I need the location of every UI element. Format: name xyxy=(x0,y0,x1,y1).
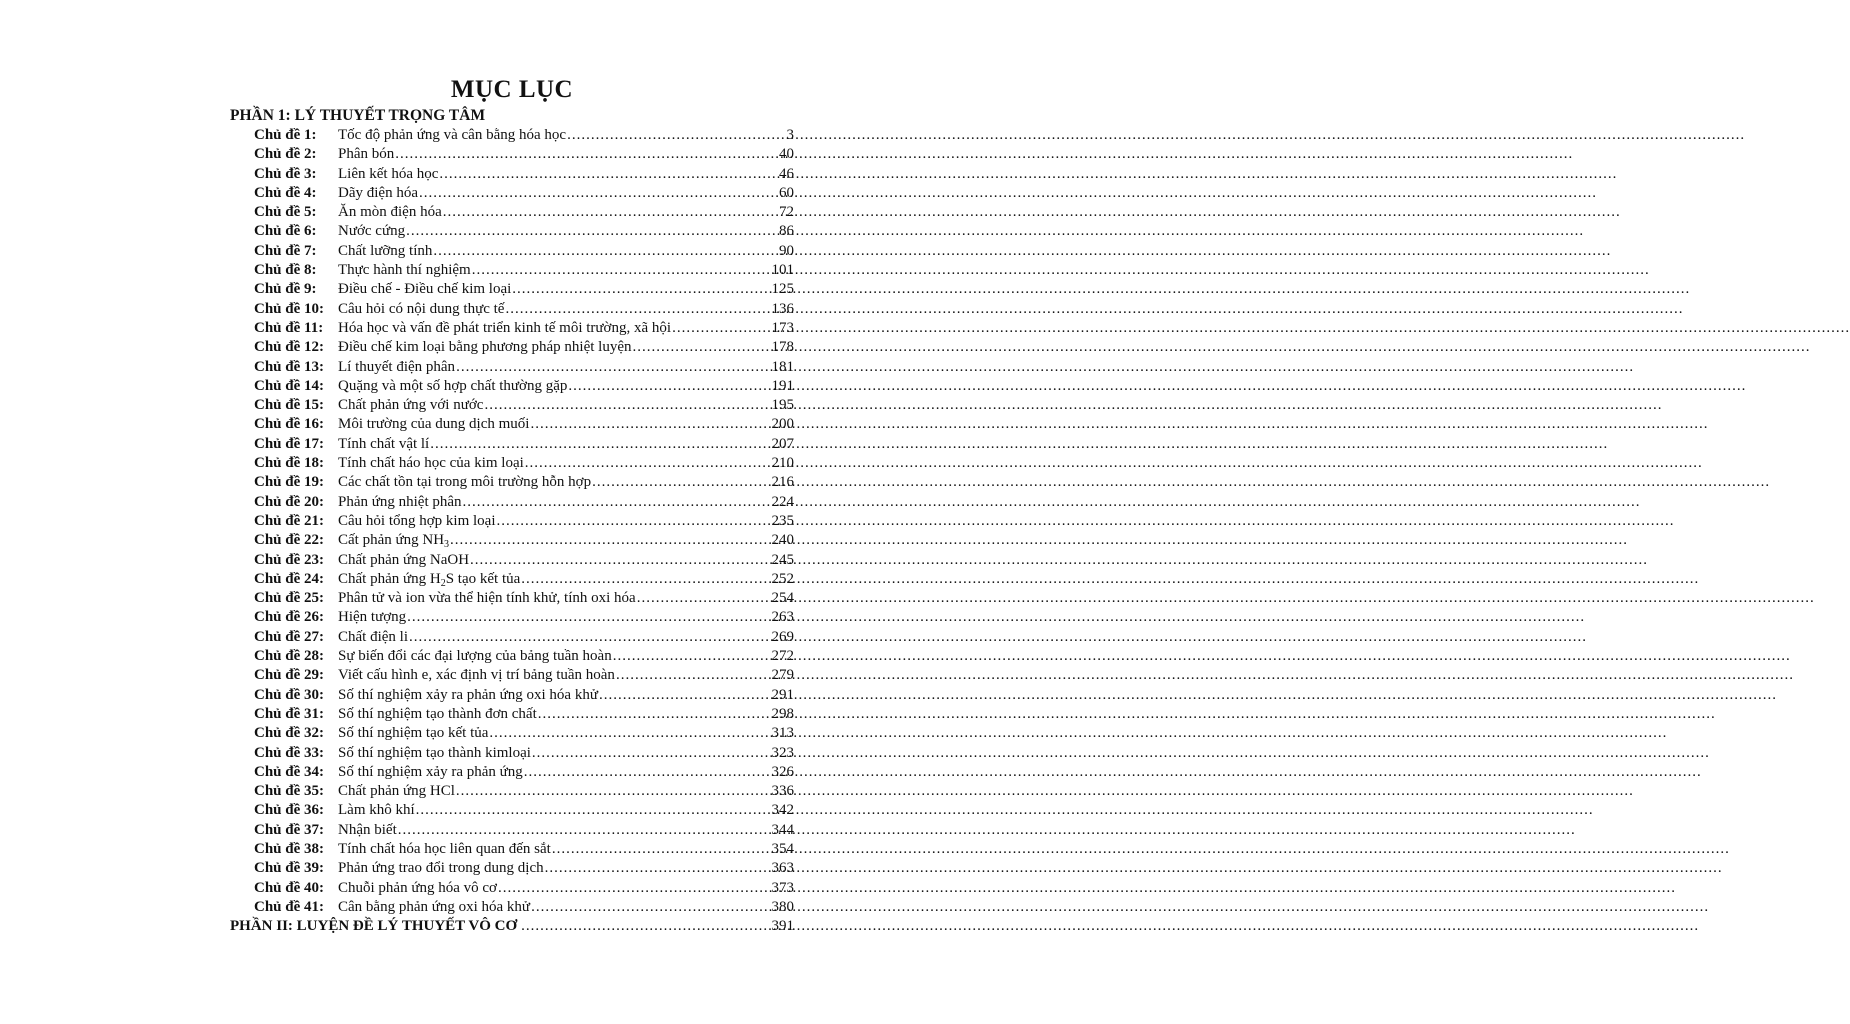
toc-entry[interactable] xyxy=(254,898,794,917)
toc-entry[interactable] xyxy=(254,531,794,550)
toc-entry-title xyxy=(338,261,471,280)
dot-leader xyxy=(538,705,771,724)
toc-entry-page-number: 90 xyxy=(779,242,794,259)
toc-entry-title-text: Phân bón xyxy=(338,146,395,163)
toc-entry-title-text: Tính chất hóa học liên quan đến sắt xyxy=(338,840,551,857)
dot-leader xyxy=(419,184,778,203)
toc-entry-label: Chủ đề 41: xyxy=(254,898,325,915)
chemical-subscript: 2 xyxy=(440,577,446,589)
toc-entry[interactable] xyxy=(254,222,794,241)
toc-entry-title-text: Chuỗi phản ứng hóa vô cơ xyxy=(338,879,497,896)
part-2-page-number: 391 xyxy=(771,918,794,934)
toc-entry[interactable] xyxy=(254,840,794,859)
toc-entry-label: Chủ đề 6: xyxy=(254,223,317,240)
dot-leader xyxy=(484,396,770,415)
toc-entry-label: Chủ đề 17: xyxy=(254,435,325,452)
toc-entry-title xyxy=(338,589,636,608)
toc-entry-title-text: Tốc độ phản ứng và cân bằng hóa học xyxy=(338,127,567,143)
toc-entry[interactable] xyxy=(254,589,794,608)
toc-entry-page-number: 207 xyxy=(771,435,794,452)
toc-entry-page-number: 336 xyxy=(771,783,794,800)
toc-entry-label: Chủ đề 5: xyxy=(254,204,317,221)
toc-entry-page-number: 173 xyxy=(771,319,794,336)
toc-entry[interactable] xyxy=(254,570,794,589)
toc-entry-page-number: 326 xyxy=(771,763,794,780)
dot-leader xyxy=(456,782,771,801)
dot-leader xyxy=(463,493,771,512)
chemical-subscript: 3 xyxy=(444,539,450,551)
dot-leader xyxy=(616,666,771,685)
toc-entry-label: Chủ đề 18: xyxy=(254,455,325,472)
toc-entry-page-number: 313 xyxy=(771,725,794,742)
toc-entry[interactable] xyxy=(254,165,794,184)
dot-leader xyxy=(525,454,771,473)
toc-entry-label: Chủ đề 34: xyxy=(254,763,325,780)
toc-entry-title-text: Số thí nghiệm xảy ra phản ứng xyxy=(338,763,523,780)
toc-entry[interactable] xyxy=(254,358,794,377)
toc-entry-title-text: Ăn mòn điện hóa xyxy=(338,204,442,221)
toc-entry-title xyxy=(338,879,497,898)
toc-entry-label: Chủ đề 8: xyxy=(254,262,317,279)
toc-entry-title xyxy=(338,531,449,550)
toc-entry-page-number: 224 xyxy=(771,493,794,510)
toc-entry[interactable] xyxy=(254,145,794,164)
toc-entry-page-number: 272 xyxy=(771,648,794,665)
toc-entry-title xyxy=(338,859,544,878)
dot-leader xyxy=(439,165,778,184)
toc-entry-title xyxy=(338,377,567,396)
toc-entry[interactable] xyxy=(254,415,794,434)
toc-entry-label: Chủ đề 37: xyxy=(254,821,325,838)
toc-entry-title-suffix: S tạo kết tủa xyxy=(445,570,521,587)
toc-entry-page-number: 191 xyxy=(771,377,794,394)
dot-leader xyxy=(613,647,771,666)
toc-entry-title xyxy=(338,898,530,917)
toc-entry-title xyxy=(338,647,612,666)
toc-entry[interactable] xyxy=(254,724,794,743)
toc-entry-label: Chủ đề 29: xyxy=(254,667,325,684)
toc-entry-title-text: Chất phản ứng với nước xyxy=(338,397,484,414)
toc-entry[interactable] xyxy=(254,435,794,454)
toc-entry[interactable] xyxy=(254,782,794,801)
dot-leader xyxy=(409,628,771,647)
toc-entry-label: Chủ đề 4: xyxy=(254,184,317,201)
dot-leader xyxy=(521,917,770,936)
toc-entry-page-number: 298 xyxy=(771,705,794,722)
toc-entry-label: Chủ đề 16: xyxy=(254,416,325,433)
dot-leader xyxy=(489,724,770,743)
toc-entry[interactable] xyxy=(254,512,794,531)
toc-entry-title xyxy=(338,473,591,492)
toc-entry[interactable] xyxy=(254,744,794,763)
toc-entry-title xyxy=(338,165,438,184)
dot-leader xyxy=(433,242,778,261)
dot-leader xyxy=(416,801,771,820)
dot-leader xyxy=(505,300,770,319)
toc-entry-title xyxy=(338,686,598,705)
dot-leader xyxy=(398,821,771,840)
toc-entry-label: Chủ đề 11: xyxy=(254,319,324,336)
toc-entry[interactable] xyxy=(254,261,794,280)
toc-entry-page-number: 181 xyxy=(771,358,794,375)
dot-leader xyxy=(456,358,770,377)
toc-entry-title-text: Tính chất háo học của kim loại xyxy=(338,455,524,472)
toc-entry-label: Chủ đề 13: xyxy=(254,358,325,375)
toc-entry-page-number: 279 xyxy=(771,667,794,684)
toc-entry-label: Chủ đề 21: xyxy=(254,512,325,529)
toc-entry-title-text: Chất phản ứng NaOH xyxy=(338,551,470,568)
toc-entry[interactable] xyxy=(254,184,794,203)
toc-entry-title xyxy=(338,415,529,434)
toc-entry-title-text: Phân tử và ion vừa thể hiện tính khử, tính oxi hóa xyxy=(338,590,636,607)
toc-entry-title-text: Lí thuyết điện phân xyxy=(338,358,456,375)
dot-leader xyxy=(430,435,770,454)
toc-entry[interactable] xyxy=(254,203,794,222)
dot-leader xyxy=(532,744,771,763)
toc-entry-title xyxy=(338,724,488,743)
toc-entry[interactable] xyxy=(254,628,794,647)
toc-entry-label: Chủ đề 9: xyxy=(254,281,317,298)
toc-entry-title-text: Chất điện li xyxy=(338,628,408,645)
toc-entry-title xyxy=(338,821,397,840)
toc-entry-title xyxy=(338,358,455,377)
toc-entry-title xyxy=(338,705,537,724)
toc-entry-page-number: 136 xyxy=(771,300,794,317)
toc-entry-page-number: 3 xyxy=(786,127,794,143)
toc-entry[interactable] xyxy=(254,473,794,492)
toc-entry-page-number: 195 xyxy=(771,397,794,414)
toc-entry-title xyxy=(338,222,405,241)
toc-entry-title-text: Chất phản ứng H xyxy=(338,570,441,587)
toc-entry-page-number: 210 xyxy=(771,455,794,472)
toc-entry-title xyxy=(338,628,408,647)
dot-leader xyxy=(637,589,771,608)
toc-entry-title-text: Môi trường của dung dịch muối xyxy=(338,416,530,433)
dot-leader xyxy=(599,686,771,705)
toc-entry-title-text: Cân bằng phản ứng oxi hóa khử xyxy=(338,898,531,915)
toc-entry-title xyxy=(338,319,671,338)
toc-entry-title-text: Số thí nghiệm tạo thành đơn chất xyxy=(338,705,537,722)
toc-entry-title xyxy=(338,338,632,357)
toc-entry-page-number: 245 xyxy=(771,551,794,568)
table-of-contents xyxy=(254,126,794,917)
toc-entry-title xyxy=(338,608,406,627)
toc-entry-label: Chủ đề 15: xyxy=(254,397,325,414)
dot-leader xyxy=(395,145,778,164)
dot-leader xyxy=(521,570,770,589)
toc-entry-label: Chủ đề 19: xyxy=(254,474,325,491)
toc-entry[interactable] xyxy=(254,396,794,415)
toc-entry-page-number: 46 xyxy=(779,165,794,182)
toc-entry[interactable] xyxy=(254,280,794,299)
toc-entry-label: Chủ đề 25: xyxy=(254,590,325,607)
toc-entry-title-text: Quặng và một số hợp chất thường gặp xyxy=(338,377,568,394)
dot-leader xyxy=(672,319,770,338)
toc-entry[interactable] xyxy=(254,821,794,840)
toc-entry[interactable] xyxy=(254,801,794,820)
toc-entry[interactable] xyxy=(254,608,794,627)
toc-entry-label: Chủ đề 27: xyxy=(254,628,325,645)
toc-entry-page-number: 200 xyxy=(771,416,794,433)
toc-entry[interactable] xyxy=(254,242,794,261)
toc-entry-title-text: Liên kết hóa học xyxy=(338,165,439,182)
toc-entry-page-number: 269 xyxy=(771,628,794,645)
toc-entry-title-text: Viết cấu hình e, xác định vị trí bảng tuần hoàn xyxy=(338,667,615,684)
toc-entry-title xyxy=(338,801,415,820)
toc-entry-title xyxy=(338,184,418,203)
toc-entry-title xyxy=(338,840,551,859)
toc-entry[interactable] xyxy=(254,666,794,685)
toc-entry-title-text: Thực hành thí nghiệm xyxy=(338,262,471,279)
toc-entry-page-number: 235 xyxy=(771,512,794,529)
dot-leader xyxy=(497,512,771,531)
toc-entry-title xyxy=(338,242,432,261)
toc-entry-title-text: Số thí nghiệm tạo thành kimloại xyxy=(338,744,531,761)
dot-leader xyxy=(512,280,770,299)
toc-entry-title-text: Hóa học và vấn đề phát triển kinh tế môi trường, xã hội xyxy=(338,319,672,336)
dot-leader xyxy=(470,551,770,570)
toc-entry-page-number: 216 xyxy=(771,474,794,491)
toc-entry[interactable] xyxy=(254,647,794,666)
toc-entry[interactable] xyxy=(254,338,794,357)
toc-entry-title xyxy=(338,435,429,454)
toc-entry-title xyxy=(338,512,496,531)
toc-entry-page-number: 252 xyxy=(771,570,794,587)
toc-entry-page-number: 342 xyxy=(771,802,794,819)
toc-entry-title xyxy=(338,570,520,589)
toc-entry-page-number: 40 xyxy=(779,146,794,163)
toc-entry-title xyxy=(338,551,469,570)
toc-entry[interactable] xyxy=(254,686,794,705)
dot-leader xyxy=(498,879,771,898)
toc-entry[interactable] xyxy=(254,319,794,338)
toc-entry-label: Chủ đề 36: xyxy=(254,802,325,819)
dot-leader xyxy=(568,377,770,396)
toc-entry-title-text: Số thí nghiệm xảy ra phản ứng oxi hóa khử xyxy=(338,686,598,703)
toc-entry-title-text: Phản ứng nhiệt phân xyxy=(338,493,462,510)
dot-leader xyxy=(545,859,771,878)
part-1-heading: PHẦN 1: LÝ THUYẾT TRỌNG TÂM xyxy=(230,107,486,124)
toc-entry-label: Chủ đề 33: xyxy=(254,744,325,761)
toc-entry-label: Chủ đề 14: xyxy=(254,377,325,394)
page-title: MỤC LỤC xyxy=(450,76,574,103)
dot-leader xyxy=(633,338,771,357)
toc-entry[interactable] xyxy=(254,300,794,319)
toc-entry-label: Chủ đề 20: xyxy=(254,493,325,510)
part-2-heading: PHẦN II: LUYỆN ĐỀ LÝ THUYẾT VÔ CƠ xyxy=(230,918,518,934)
dot-leader xyxy=(407,608,770,627)
toc-entry-page-number: 254 xyxy=(771,590,794,607)
toc-entry-page-number: 72 xyxy=(779,204,794,221)
toc-entry-label: Chủ đề 10: xyxy=(254,300,325,317)
toc-entry[interactable] xyxy=(254,454,794,473)
toc-entry[interactable] xyxy=(254,859,794,878)
toc-entry-label: Chủ đề 39: xyxy=(254,860,325,877)
toc-entry[interactable] xyxy=(254,126,794,145)
toc-entry-title xyxy=(338,203,442,222)
toc-entry-label: Chủ đề 26: xyxy=(254,609,325,626)
toc-entry-label: Chủ đề 1: xyxy=(254,127,317,143)
toc-entry-page-number: 354 xyxy=(771,840,794,857)
toc-entry[interactable] xyxy=(254,493,794,512)
dot-leader xyxy=(472,261,771,280)
toc-entry-page-number: 240 xyxy=(771,532,794,549)
toc-entry-page-number: 263 xyxy=(771,609,794,626)
toc-entry-title xyxy=(338,300,504,319)
toc-entry-title-text: Hiện tượng xyxy=(338,609,407,626)
dot-leader xyxy=(552,840,771,859)
toc-entry-label: Chủ đề 3: xyxy=(254,165,317,182)
toc-entry-label: Chủ đề 32: xyxy=(254,725,325,742)
toc-entry-page-number: 373 xyxy=(771,879,794,896)
dot-leader xyxy=(406,222,778,241)
toc-entry-title xyxy=(338,454,524,473)
toc-entry-title-text: Sự biến đổi các đại lượng của bảng tuần hoàn xyxy=(338,648,612,665)
dot-leader xyxy=(567,126,785,145)
toc-entry-page-number: 291 xyxy=(771,686,794,703)
dot-leader xyxy=(524,763,771,782)
toc-entry-page-number: 86 xyxy=(779,223,794,240)
toc-entry-title xyxy=(338,666,615,685)
toc-entry-title xyxy=(338,126,566,145)
toc-entry-label: Chủ đề 35: xyxy=(254,783,325,800)
toc-entry-label: Chủ đề 12: xyxy=(254,339,325,356)
toc-entry-page-number: 178 xyxy=(771,339,794,356)
toc-entry-title-text: Điều chế kim loại bằng phương pháp nhiệt luyện xyxy=(338,339,632,356)
toc-entry-title-text: Tính chất vật lí xyxy=(338,435,430,452)
dot-leader xyxy=(450,531,770,550)
toc-entry-label: Chủ đề 2: xyxy=(254,146,317,163)
toc-entry-title-text: Phản ứng trao đổi trong dung dịch xyxy=(338,860,544,877)
toc-entry-title-text: Nhận biết xyxy=(338,821,397,838)
toc-entry-title xyxy=(338,396,483,415)
toc-entry-title xyxy=(338,763,523,782)
toc-entry-label: Chủ đề 7: xyxy=(254,242,317,259)
toc-entry-title xyxy=(338,744,531,763)
toc-entry-label: Chủ đề 31: xyxy=(254,705,325,722)
toc-entry-title-text: Câu hỏi tổng hợp kim loại xyxy=(338,512,496,529)
toc-entry-title-text: Số thí nghiệm tạo kết tủa xyxy=(338,725,489,742)
toc-entry-label: Chủ đề 22: xyxy=(254,532,325,549)
toc-entry-title-text: Câu hỏi có nội dung thực tế xyxy=(338,300,505,317)
toc-entry-title-text: Chất lưỡng tính xyxy=(338,242,433,259)
toc-entry-title xyxy=(338,493,462,512)
toc-entry-page-number: 380 xyxy=(771,898,794,915)
toc-entry-title xyxy=(338,280,511,299)
toc-entry-title xyxy=(338,782,455,801)
toc-entry-title-text: Làm khô khí xyxy=(338,802,415,819)
toc-entry-title-text: Điều chế - Điều chế kim loại xyxy=(338,281,512,298)
toc-entry-page-number: 125 xyxy=(771,281,794,298)
toc-entry-page-number: 101 xyxy=(771,262,794,279)
toc-entry-title-text: Các chất tồn tại trong môi trường hỗn hợp xyxy=(338,474,592,491)
dot-leader xyxy=(530,415,770,434)
toc-entry-title xyxy=(338,145,394,164)
toc-entry-label: Chủ đề 30: xyxy=(254,686,325,703)
part-2-entry[interactable] xyxy=(230,917,794,936)
toc-entry-label: Chủ đề 38: xyxy=(254,840,325,857)
toc-entry[interactable] xyxy=(254,551,794,570)
toc-entry-page-number: 363 xyxy=(771,860,794,877)
dot-leader xyxy=(443,203,778,222)
toc-entry-page-number: 323 xyxy=(771,744,794,761)
dot-leader xyxy=(531,898,770,917)
toc-entry-label: Chủ đề 23: xyxy=(254,551,325,568)
toc-entry[interactable] xyxy=(254,763,794,782)
toc-entry-title-text: Cất phản ứng NH xyxy=(338,532,445,549)
toc-entry-page-number: 60 xyxy=(779,184,794,201)
toc-entry[interactable] xyxy=(254,377,794,396)
toc-entry-label: Chủ đề 24: xyxy=(254,570,325,587)
toc-entry[interactable] xyxy=(254,879,794,898)
toc-entry-label: Chủ đề 28: xyxy=(254,648,325,665)
toc-entry-title-text: Dãy điện hóa xyxy=(338,184,418,201)
toc-entry-title-text: Nước cứng xyxy=(338,223,406,240)
toc-entry-label: Chủ đề 40: xyxy=(254,879,325,896)
toc-entry-title-text: Chất phản ứng HCl xyxy=(338,783,455,800)
toc-entry-page-number: 344 xyxy=(771,821,794,838)
toc-entry[interactable] xyxy=(254,705,794,724)
dot-leader xyxy=(592,473,770,492)
